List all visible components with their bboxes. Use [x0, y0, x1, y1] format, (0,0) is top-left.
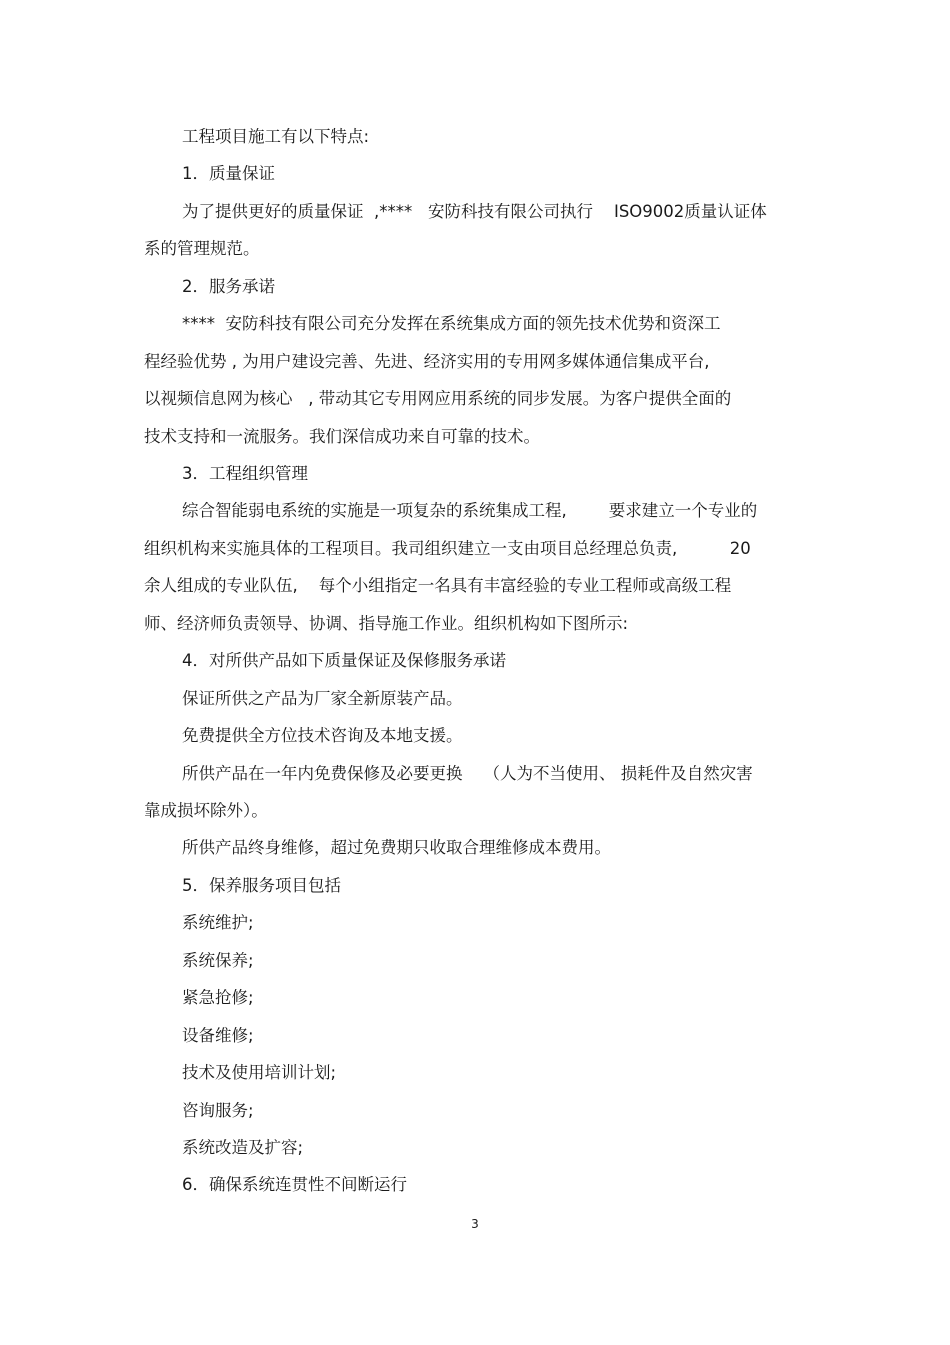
- list-item: 系统维护;: [182, 913, 254, 932]
- section-heading-service: 2．服务承诺: [182, 277, 275, 296]
- list-item: 咨询服务;: [182, 1101, 254, 1120]
- paragraph-line: 所供产品终身维修，超过免费期只收取合理维修成本费用。: [182, 838, 611, 857]
- paragraph-line: **** 安防科技有限公司充分发挥在系统集成方面的领先技术优势和资深工: [182, 314, 721, 333]
- paragraph-line: 为了提供更好的质量保证 ,**** 安防科技有限公司执行 ISO9002质量认证体: [182, 202, 767, 221]
- paragraph-line: 免费提供全方位技术咨询及本地支援。: [182, 726, 463, 745]
- paragraph-line: 保证所供之产品为厂家全新原装产品。: [182, 689, 463, 708]
- paragraph-line: 综合智能弱电系统的实施是一项复杂的系统集成工程, 要求建立一个专业的: [182, 501, 758, 520]
- list-item: 系统保养;: [182, 951, 254, 970]
- paragraph-line: 组织机构来实施具体的工程项目。我司组织建立一支由项目总经理总负责, 20: [144, 539, 751, 558]
- paragraph-line: 靠成损坏除外）。: [144, 801, 268, 820]
- paragraph-line: 程经验优势 , 为用户建设完善、先进、经济实用的专用网多媒体通信集成平台,: [144, 352, 710, 371]
- paragraph-line: 系的管理规范。: [144, 239, 260, 258]
- list-item: 技术及使用培训计划;: [182, 1063, 337, 1082]
- section-heading-maintenance: 5．保养服务项目包括: [182, 876, 341, 895]
- paragraph-line: 技术支持和一流服务。我们深信成功来自可靠的技术。: [144, 427, 540, 446]
- section-heading-quality: 1．质量保证: [182, 164, 275, 183]
- list-item: 设备维修;: [182, 1026, 254, 1045]
- list-item: 紧急抢修;: [182, 988, 254, 1007]
- paragraph-line: 余人组成的专业队伍, 每个小组指定一名具有丰富经验的专业工程师或高级工程: [144, 576, 732, 595]
- paragraph-line: 所供产品在一年内免费保修及必要更换 （人为不当使用、 损耗件及自然灾害: [182, 764, 753, 783]
- paragraph-line: 师、经济师负责领导、协调、指导施工作业。组织机构如下图所示:: [144, 614, 629, 633]
- paragraph-line: 以视频信息网为核心 , 带动其它专用网应用系统的同步发展。为客户提供全面的: [144, 389, 732, 408]
- page-number: 3: [471, 1217, 479, 1231]
- list-item: 系统改造及扩容;: [182, 1138, 304, 1157]
- section-heading-continuity: 6．确保系统连贯性不间断运行: [182, 1175, 407, 1194]
- intro-line: 工程项目施工有以下特点:: [182, 127, 370, 146]
- section-heading-organization: 3．工程组织管理: [182, 464, 308, 483]
- section-heading-warranty: 4．对所供产品如下质量保证及保修服务承诺: [182, 651, 506, 670]
